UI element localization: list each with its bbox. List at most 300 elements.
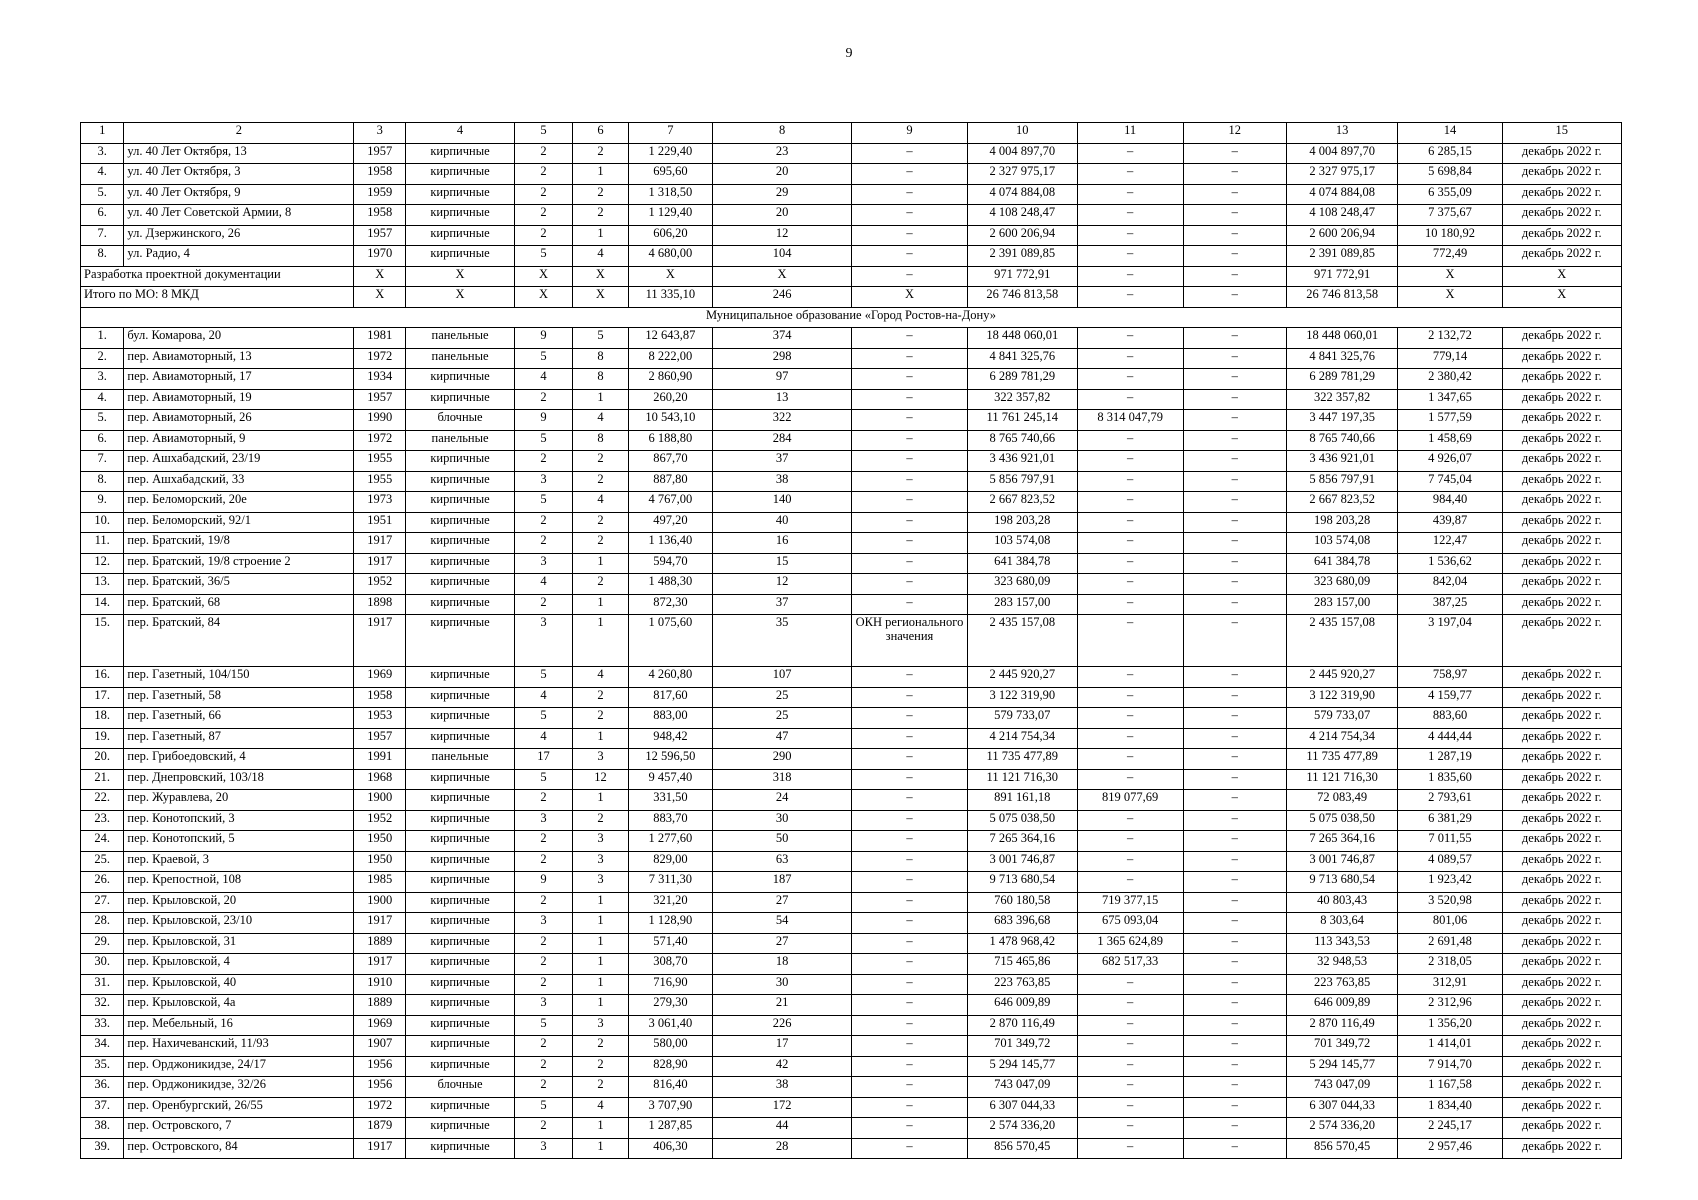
table-row — [81, 728, 1622, 749]
table-cell: 4 108 248,47 — [1286, 205, 1398, 226]
table-cell: 3 436 921,01 — [1286, 451, 1398, 472]
table-cell: – — [851, 892, 967, 913]
table-cell: – — [1077, 574, 1183, 595]
table-cell: 29 — [713, 184, 852, 205]
table-cell: – — [1077, 1097, 1183, 1118]
table-cell: 172 — [713, 1097, 852, 1118]
table-cell: 3 122 319,90 — [1286, 687, 1398, 708]
table-row — [81, 1036, 1622, 1057]
table-cell: 2 — [514, 389, 573, 410]
table-cell: 9 — [514, 872, 573, 893]
table-cell: – — [851, 410, 967, 431]
table-cell: 5 — [514, 1097, 573, 1118]
table-cell: 1969 — [354, 667, 406, 688]
table-cell: – — [851, 687, 967, 708]
table-cell: 1969 — [354, 1015, 406, 1036]
table-cell: – — [851, 225, 967, 246]
table-cell: 4 — [514, 687, 573, 708]
table-cell: 2 — [514, 851, 573, 872]
table-row — [81, 574, 1622, 595]
table-cell: 5 294 145,77 — [968, 1056, 1078, 1077]
table-cell: – — [1077, 1118, 1183, 1139]
table-cell: пер. Авиамоторный, 13 — [124, 348, 354, 369]
table-cell: – — [1183, 810, 1286, 831]
summary-cell: X — [713, 266, 852, 287]
table-cell: кирпичные — [406, 164, 514, 185]
table-cell: 1 — [573, 954, 628, 975]
table-cell: 695,60 — [628, 164, 713, 185]
table-cell: – — [851, 872, 967, 893]
table-cell: 11 121 716,30 — [1286, 769, 1398, 790]
table-cell: 1 128,90 — [628, 913, 713, 934]
column-number-cell: 3 — [354, 123, 406, 144]
table-cell: пер. Братский, 84 — [124, 615, 354, 667]
table-cell: 14. — [81, 594, 124, 615]
table-cell: 387,25 — [1398, 594, 1502, 615]
table-cell: 2 — [514, 954, 573, 975]
table-cell: 1957 — [354, 389, 406, 410]
table-cell: 3 — [573, 1015, 628, 1036]
table-cell: 2 435 157,08 — [968, 615, 1078, 667]
table-cell: декабрь 2022 г. — [1502, 913, 1621, 934]
table-cell: 1900 — [354, 790, 406, 811]
table-cell: 887,80 — [628, 471, 713, 492]
table-cell: 2 — [514, 1077, 573, 1098]
table-cell: 1 — [573, 594, 628, 615]
table-cell: 1957 — [354, 143, 406, 164]
table-cell: 15. — [81, 615, 124, 667]
table-cell: 1 — [573, 1138, 628, 1159]
table-cell: ул. 40 Лет Октября, 9 — [124, 184, 354, 205]
table-cell: – — [851, 1138, 967, 1159]
table-cell: 1 347,65 — [1398, 389, 1502, 410]
summary-cell: X — [1398, 266, 1502, 287]
table-cell: – — [1183, 553, 1286, 574]
table-cell: 2 — [573, 687, 628, 708]
column-number-cell: 11 — [1077, 123, 1183, 144]
table-cell: – — [1077, 225, 1183, 246]
table-cell: 16. — [81, 667, 124, 688]
table-cell: – — [1183, 410, 1286, 431]
table-cell: 37 — [713, 594, 852, 615]
table-cell: 1 835,60 — [1398, 769, 1502, 790]
table-cell: кирпичные — [406, 954, 514, 975]
table-cell: – — [1183, 225, 1286, 246]
table-cell: 715 465,86 — [968, 954, 1078, 975]
table-cell: 5 856 797,91 — [968, 471, 1078, 492]
table-cell: 2 — [573, 1077, 628, 1098]
table-cell: 5 — [514, 348, 573, 369]
table-cell: декабрь 2022 г. — [1502, 430, 1621, 451]
table-cell: 1 — [573, 164, 628, 185]
table-cell: 682 517,33 — [1077, 954, 1183, 975]
table-cell: декабрь 2022 г. — [1502, 974, 1621, 995]
table-cell: – — [1183, 749, 1286, 770]
table-cell: – — [1183, 574, 1286, 595]
table-cell: декабрь 2022 г. — [1502, 1118, 1621, 1139]
table-cell: 2 — [573, 1056, 628, 1077]
table-cell: 4 — [514, 369, 573, 390]
page-number: 9 — [845, 46, 853, 61]
table-row — [81, 1138, 1622, 1159]
column-number-cell: 12 — [1183, 123, 1286, 144]
table-cell: 1973 — [354, 492, 406, 513]
table-cell: 6 381,29 — [1398, 810, 1502, 831]
table-cell: 2 — [514, 164, 573, 185]
table-cell: 1 — [573, 892, 628, 913]
table-cell: 856 570,45 — [1286, 1138, 1398, 1159]
table-cell: 1 277,60 — [628, 831, 713, 852]
summary-cell: X — [851, 287, 967, 308]
summary-cell: – — [1077, 266, 1183, 287]
table-cell: – — [1077, 687, 1183, 708]
table-cell: 891 161,18 — [968, 790, 1078, 811]
table-cell: – — [1183, 430, 1286, 451]
table-cell: 3 122 319,90 — [968, 687, 1078, 708]
table-cell: 5 — [514, 492, 573, 513]
table-cell: декабрь 2022 г. — [1502, 512, 1621, 533]
table-cell: 3 — [573, 851, 628, 872]
table-cell: 9. — [81, 492, 124, 513]
table-cell: декабрь 2022 г. — [1502, 143, 1621, 164]
table-cell: кирпичные — [406, 225, 514, 246]
table-cell: декабрь 2022 г. — [1502, 1036, 1621, 1057]
table-row — [81, 851, 1622, 872]
table-cell: пер. Авиамоторный, 9 — [124, 430, 354, 451]
table-cell: 1 365 624,89 — [1077, 933, 1183, 954]
table-cell: 4 260,80 — [628, 667, 713, 688]
table-cell: – — [851, 954, 967, 975]
table-cell: 743 047,09 — [968, 1077, 1078, 1098]
table-cell: пер. Ашхабадский, 23/19 — [124, 451, 354, 472]
table-cell: – — [851, 205, 967, 226]
table-cell: – — [1077, 594, 1183, 615]
table-cell: 4 — [573, 492, 628, 513]
table-cell: 1 — [573, 728, 628, 749]
summary-cell: X — [514, 266, 573, 287]
table-cell: 20. — [81, 749, 124, 770]
summary-cell: X — [628, 266, 713, 287]
table-cell: 321,20 — [628, 892, 713, 913]
table-cell: 8. — [81, 471, 124, 492]
table-cell: 1 136,40 — [628, 533, 713, 554]
summary-cell: 26 746 813,58 — [1286, 287, 1398, 308]
table-cell: декабрь 2022 г. — [1502, 933, 1621, 954]
table-cell: 9 713 680,54 — [1286, 872, 1398, 893]
table-cell: 3 436 921,01 — [968, 451, 1078, 472]
summary-cell: X — [1502, 287, 1621, 308]
table-cell: 3. — [81, 143, 124, 164]
table-cell: 1 — [573, 389, 628, 410]
table-cell: 2 312,96 — [1398, 995, 1502, 1016]
table-cell: 1917 — [354, 533, 406, 554]
table-cell: 1917 — [354, 615, 406, 667]
table-cell: 198 203,28 — [968, 512, 1078, 533]
table-cell: – — [1077, 205, 1183, 226]
table-cell: 1889 — [354, 933, 406, 954]
summary-cell: X — [514, 287, 573, 308]
table-cell: декабрь 2022 г. — [1502, 328, 1621, 349]
table-cell: 30. — [81, 954, 124, 975]
table-cell: 12 — [573, 769, 628, 790]
table-cell: 17 — [713, 1036, 852, 1057]
table-cell: кирпичные — [406, 512, 514, 533]
table-cell: 2 — [573, 533, 628, 554]
table-cell: декабрь 2022 г. — [1502, 205, 1621, 226]
table-cell: – — [1183, 831, 1286, 852]
table-cell: 4 089,57 — [1398, 851, 1502, 872]
table-cell: 1972 — [354, 1097, 406, 1118]
table-row — [81, 348, 1622, 369]
table-cell: 984,40 — [1398, 492, 1502, 513]
summary-cell: 26 746 813,58 — [968, 287, 1078, 308]
table-cell: 18 448 060,01 — [1286, 328, 1398, 349]
table-cell: декабрь 2022 г. — [1502, 831, 1621, 852]
table-cell: блочные — [406, 1077, 514, 1098]
table-cell: 25 — [713, 687, 852, 708]
table-cell: 2 — [514, 974, 573, 995]
summary-row — [81, 266, 1622, 287]
table-cell: 1 — [573, 790, 628, 811]
table-cell: – — [851, 1118, 967, 1139]
table-cell: 1 229,40 — [628, 143, 713, 164]
table-cell: 5 — [573, 328, 628, 349]
table-cell: пер. Беломорский, 92/1 — [124, 512, 354, 533]
table-row — [81, 410, 1622, 431]
table-cell: – — [851, 831, 967, 852]
table-cell: кирпичные — [406, 574, 514, 595]
table-cell: 883,60 — [1398, 708, 1502, 729]
table-row — [81, 974, 1622, 995]
table-cell: 17 — [514, 749, 573, 770]
table-cell: – — [1183, 594, 1286, 615]
table-cell: – — [1183, 1118, 1286, 1139]
table-cell: – — [1077, 533, 1183, 554]
table-row — [81, 872, 1622, 893]
table-cell: – — [1077, 451, 1183, 472]
table-cell: – — [851, 749, 967, 770]
table-cell: 103 574,08 — [968, 533, 1078, 554]
table-cell: 6 289 781,29 — [968, 369, 1078, 390]
table-cell: 2 — [514, 205, 573, 226]
table-cell: 4 214 754,34 — [1286, 728, 1398, 749]
table-cell: 675 093,04 — [1077, 913, 1183, 934]
table-cell: панельные — [406, 328, 514, 349]
table-cell: 4 — [514, 574, 573, 595]
table-cell: 23. — [81, 810, 124, 831]
table-cell: 40 — [713, 512, 852, 533]
table-cell: 1 167,58 — [1398, 1077, 1502, 1098]
table-cell: 1 536,62 — [1398, 553, 1502, 574]
table-cell: пер. Краевой, 3 — [124, 851, 354, 872]
table-cell: 883,70 — [628, 810, 713, 831]
table-cell: 1952 — [354, 810, 406, 831]
table-cell: пер. Газетный, 58 — [124, 687, 354, 708]
table-cell: пер. Ашхабадский, 33 — [124, 471, 354, 492]
table-cell: 32. — [81, 995, 124, 1016]
table-cell: – — [1183, 492, 1286, 513]
table-cell: 2 391 089,85 — [968, 246, 1078, 267]
table-cell: – — [1077, 810, 1183, 831]
table-cell: – — [851, 143, 967, 164]
table-cell: 34. — [81, 1036, 124, 1057]
table-cell: 683 396,68 — [968, 913, 1078, 934]
table-cell: 7 375,67 — [1398, 205, 1502, 226]
table-cell: 9 — [514, 328, 573, 349]
table-cell: 42 — [713, 1056, 852, 1077]
table-cell: 842,04 — [1398, 574, 1502, 595]
table-cell: 18. — [81, 708, 124, 729]
table-cell: декабрь 2022 г. — [1502, 533, 1621, 554]
table-cell: 37 — [713, 451, 852, 472]
table-cell: – — [1077, 348, 1183, 369]
table-body — [81, 123, 1622, 1159]
table-cell: 1 318,50 — [628, 184, 713, 205]
table-cell: 9 457,40 — [628, 769, 713, 790]
table-cell: 6 188,80 — [628, 430, 713, 451]
table-cell: – — [851, 492, 967, 513]
table-cell: 719 377,15 — [1077, 892, 1183, 913]
table-cell: панельные — [406, 749, 514, 770]
table-cell: 579 733,07 — [1286, 708, 1398, 729]
table-cell: – — [851, 1036, 967, 1057]
table-cell: 226 — [713, 1015, 852, 1036]
table-cell: – — [851, 553, 967, 574]
summary-cell: X — [354, 266, 406, 287]
table-cell: пер. Конотопский, 5 — [124, 831, 354, 852]
table-cell: декабрь 2022 г. — [1502, 594, 1621, 615]
table-row — [81, 205, 1622, 226]
table-cell: – — [1183, 708, 1286, 729]
summary-cell: X — [406, 266, 514, 287]
table-cell: декабрь 2022 г. — [1502, 1056, 1621, 1077]
table-cell: 4 108 248,47 — [968, 205, 1078, 226]
table-row — [81, 553, 1622, 574]
table-cell: 26. — [81, 872, 124, 893]
table-cell: 1917 — [354, 954, 406, 975]
table-cell: 19. — [81, 728, 124, 749]
table-cell: – — [1077, 1077, 1183, 1098]
table-cell: 22. — [81, 790, 124, 811]
column-number-row — [81, 123, 1622, 144]
table-cell: – — [851, 810, 967, 831]
table-cell: ул. 40 Лет Октября, 3 — [124, 164, 354, 185]
table-cell: декабрь 2022 г. — [1502, 749, 1621, 770]
table-cell: пер. Островского, 84 — [124, 1138, 354, 1159]
table-cell: 1955 — [354, 471, 406, 492]
table-cell: 2 667 823,52 — [1286, 492, 1398, 513]
table-cell: 4 — [573, 667, 628, 688]
table-row — [81, 769, 1622, 790]
table-cell: декабрь 2022 г. — [1502, 728, 1621, 749]
table-row — [81, 667, 1622, 688]
table-row — [81, 533, 1622, 554]
table-cell: 5 075 038,50 — [1286, 810, 1398, 831]
table-cell: 5 — [514, 708, 573, 729]
table-row — [81, 995, 1622, 1016]
table-cell: 3 061,40 — [628, 1015, 713, 1036]
table-cell: пер. Газетный, 87 — [124, 728, 354, 749]
table-row — [81, 831, 1622, 852]
housing-repair-table — [80, 122, 1622, 1159]
table-cell: 283 157,00 — [968, 594, 1078, 615]
table-cell: 1 488,30 — [628, 574, 713, 595]
table-cell: 1889 — [354, 995, 406, 1016]
table-cell: кирпичные — [406, 872, 514, 893]
table-cell: кирпичные — [406, 1118, 514, 1139]
table-cell: 50 — [713, 831, 852, 852]
table-cell: 284 — [713, 430, 852, 451]
table-cell: – — [851, 995, 967, 1016]
table-cell: 2 — [573, 708, 628, 729]
summary-cell: 971 772,91 — [1286, 266, 1398, 287]
table-cell: 2 860,90 — [628, 369, 713, 390]
table-cell: 1917 — [354, 1138, 406, 1159]
table-cell: кирпичные — [406, 728, 514, 749]
table-cell: 20 — [713, 205, 852, 226]
table-row — [81, 615, 1622, 667]
table-cell: декабрь 2022 г. — [1502, 225, 1621, 246]
table-cell: 187 — [713, 872, 852, 893]
table-row — [81, 471, 1622, 492]
column-number-cell: 8 — [713, 123, 852, 144]
column-number-cell: 5 — [514, 123, 573, 144]
table-cell: – — [1077, 708, 1183, 729]
table-cell: 8 — [573, 369, 628, 390]
table-cell: 3 001 746,87 — [968, 851, 1078, 872]
table-cell: 2 132,72 — [1398, 328, 1502, 349]
column-number-cell: 2 — [124, 123, 354, 144]
table-cell: 322 357,82 — [968, 389, 1078, 410]
table-cell: – — [851, 164, 967, 185]
table-cell: 3 — [514, 553, 573, 574]
table-cell: декабрь 2022 г. — [1502, 790, 1621, 811]
table-cell: 701 349,72 — [1286, 1036, 1398, 1057]
table-cell: кирпичные — [406, 615, 514, 667]
table-cell: пер. Крыловской, 23/10 — [124, 913, 354, 934]
table-cell: декабрь 2022 г. — [1502, 769, 1621, 790]
table-cell: 27 — [713, 892, 852, 913]
table-cell: – — [851, 790, 967, 811]
table-cell: кирпичные — [406, 687, 514, 708]
table-cell: 3 — [514, 471, 573, 492]
table-row — [81, 143, 1622, 164]
table-cell: – — [1183, 872, 1286, 893]
column-number-cell: 1 — [81, 123, 124, 144]
table-cell: декабрь 2022 г. — [1502, 492, 1621, 513]
table-cell: – — [1183, 974, 1286, 995]
table-cell: панельные — [406, 430, 514, 451]
table-cell: 1951 — [354, 512, 406, 533]
table-cell: 606,20 — [628, 225, 713, 246]
table-cell: кирпичные — [406, 790, 514, 811]
table-cell: – — [851, 1015, 967, 1036]
table-cell: декабрь 2022 г. — [1502, 348, 1621, 369]
table-cell: 3 447 197,35 — [1286, 410, 1398, 431]
summary-cell: – — [851, 266, 967, 287]
table-cell: 579 733,07 — [968, 708, 1078, 729]
table-cell: 4 004 897,70 — [1286, 143, 1398, 164]
table-cell: 25. — [81, 851, 124, 872]
table-row — [81, 1118, 1622, 1139]
table-cell: 4 074 884,08 — [1286, 184, 1398, 205]
table-cell: 122,47 — [1398, 533, 1502, 554]
table-cell: – — [851, 512, 967, 533]
table-cell: 1 287,19 — [1398, 749, 1502, 770]
table-row — [81, 369, 1622, 390]
table-cell: 5. — [81, 184, 124, 205]
table-cell: пер. Крыловской, 31 — [124, 933, 354, 954]
